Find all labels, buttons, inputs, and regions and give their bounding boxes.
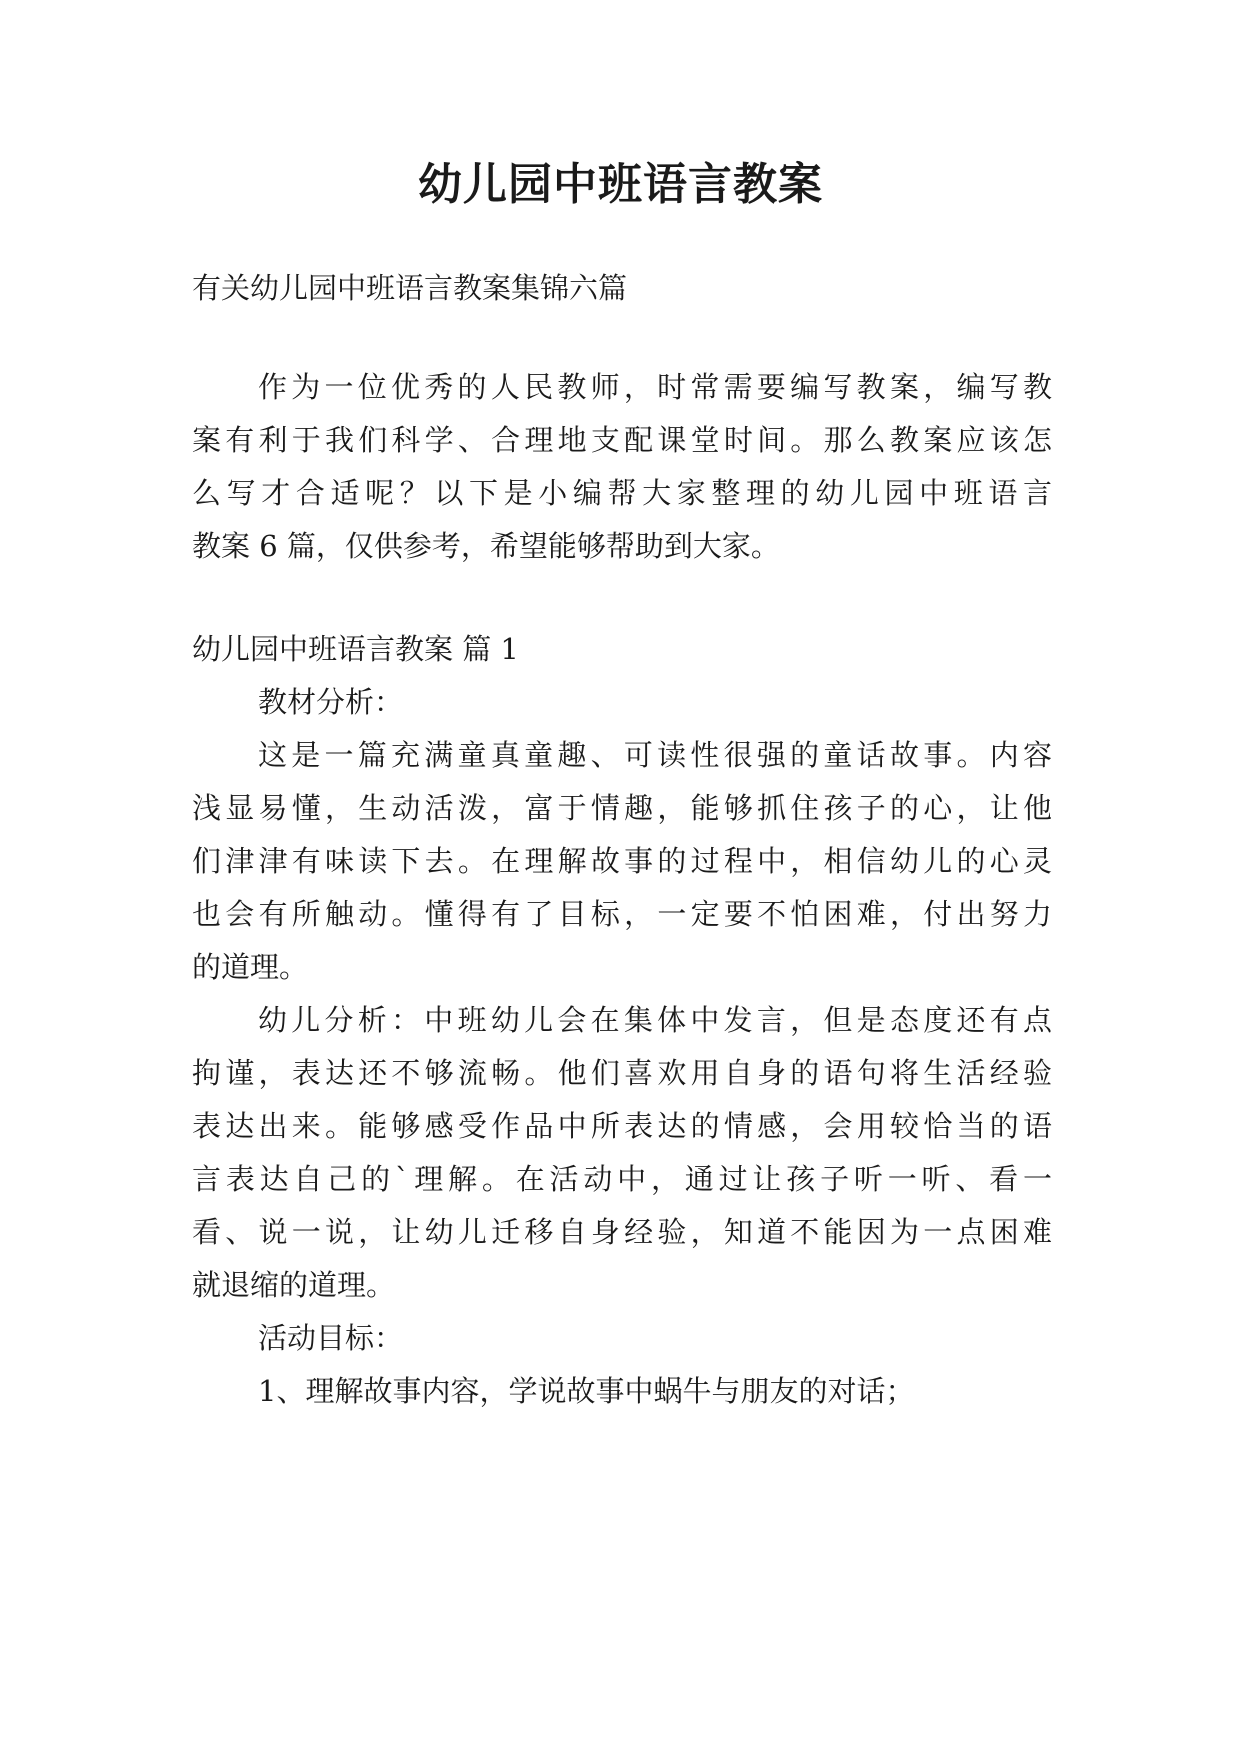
document-title: 幼儿园中班语言教案	[418, 159, 823, 210]
child-analysis-line: 就退缩的道理。	[192, 1268, 396, 1302]
intro-line: 么写才合适呢？以下是小编帮大家整理的幼儿园中班语言	[192, 476, 1052, 510]
intro-line: 作为一位优秀的人民教师，时常需要编写教案，编写教	[258, 370, 1052, 404]
goal-item: 1、理解故事内容，学说故事中蜗牛与朋友的对话；	[258, 1374, 915, 1408]
child-analysis-line: 言表达自己的`理解。在活动中，通过让孩子听一听、看一	[192, 1162, 1052, 1196]
child-analysis-line: 幼儿分析：中班幼儿会在集体中发言，但是态度还有点	[258, 1003, 1052, 1037]
section-heading: 幼儿园中班语言教案 篇 1	[192, 632, 519, 666]
child-analysis-line: 拘谨，表达还不够流畅。他们喜欢用自身的语句将生活经验	[192, 1056, 1052, 1090]
material-line: 们津津有味读下去。在理解故事的过程中，相信幼儿的心灵	[192, 844, 1052, 878]
material-line: 的道理。	[192, 950, 309, 984]
material-line: 也会有所触动。懂得有了目标，一定要不怕困难，付出努力	[192, 897, 1052, 931]
intro-line: 案有利于我们科学、合理地支配课堂时间。那么教案应该怎	[192, 423, 1052, 457]
material-heading: 教材分析：	[258, 685, 404, 719]
material-line: 这是一篇充满童真童趣、可读性很强的童话故事。内容	[258, 738, 1052, 772]
intro-line: 教案 6 篇，仅供参考，希望能够帮助到大家。	[192, 529, 780, 563]
document-subtitle: 有关幼儿园中班语言教案集锦六篇	[192, 271, 628, 305]
material-line: 浅显易懂，生动活泼，富于情趣，能够抓住孩子的心，让他	[192, 791, 1052, 825]
child-analysis-line: 表达出来。能够感受作品中所表达的情感，会用较恰当的语	[192, 1109, 1052, 1143]
child-analysis-line: 看、说一说，让幼儿迁移自身经验，知道不能因为一点困难	[192, 1215, 1052, 1249]
goals-heading: 活动目标：	[258, 1321, 404, 1355]
